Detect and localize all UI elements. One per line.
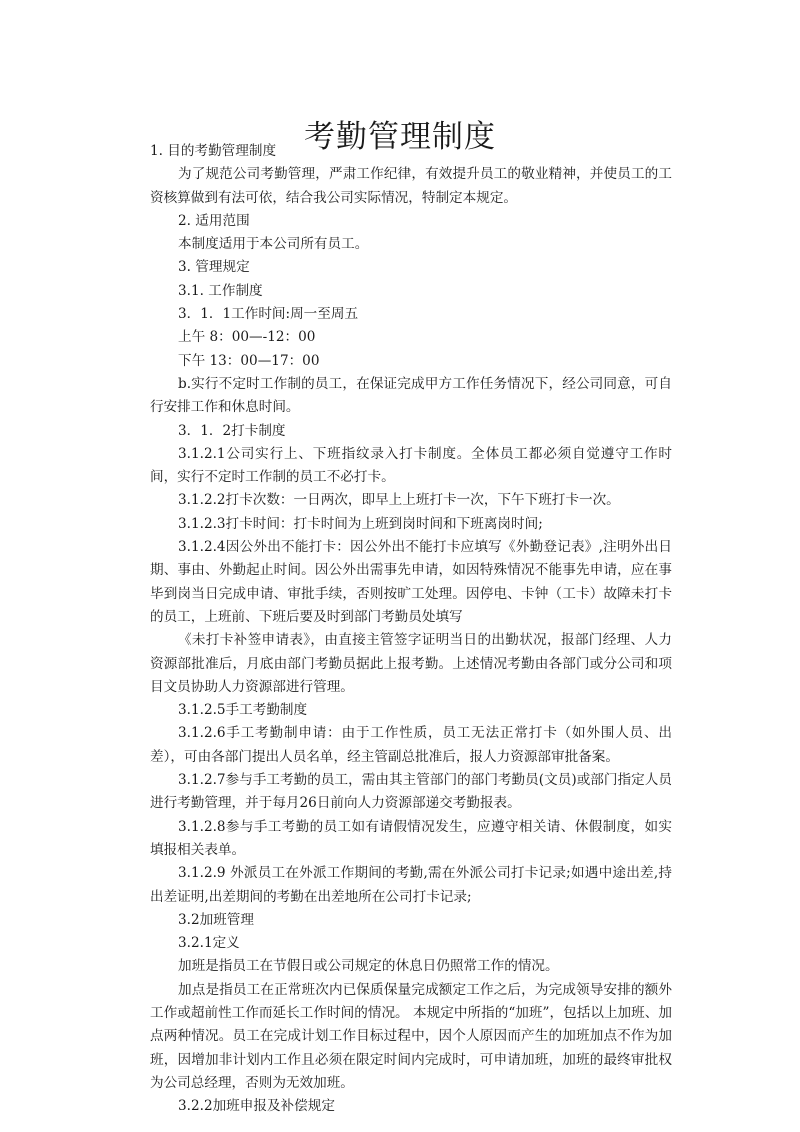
section-heading: 2. 适用范围 [178, 212, 250, 229]
document-body [150, 140, 672, 1118]
document-title: 考勤管理制度 [304, 118, 496, 155]
section-heading: 3.2加班管理 [178, 911, 254, 928]
paragraph: 3.1.2.8参与手工考勤的员工如有请假情况发生，应遵守相关请、休假制度，如实填报相关表单。 [150, 818, 672, 858]
paragraph: 3.1.2.7参与手工考勤的员工，需由其主管部门的部门考勤员(文员)或部门指定人员进行考勤管理，并于每月26日前向人力资源部递交考勤报表。 [150, 772, 672, 812]
paragraph: 为了规范公司考勤管理，严肃工作纪律，有效提升员工的敬业精神，并使员工的工资核算做到有法可依，结合我公司实际情况，特制定本规定。 [150, 166, 672, 206]
paragraph: 下午 13：00—17：00 [178, 352, 320, 369]
paragraph: b.实行不定时工作制的员工，在保证完成甲方工作任务情况下，经公司同意，可自行安排工作和休息时间。 [150, 375, 672, 416]
paragraph: 上午 8：00—-12：00 [178, 329, 316, 346]
section-heading: 3.1. 工作制度 [178, 282, 263, 299]
section-heading: 3. 管理规定 [178, 259, 250, 276]
section-heading: 1. 目的考勤管理制度 [150, 143, 277, 159]
section-heading: 3．1．2打卡制度 [178, 422, 286, 439]
paragraph: 加点是指员工在正常班次内已保质保量完成额定工作之后，为完成领导安排的额外工作或超前性工作而延长工作时间的情况。 本规定中所指的“加班”，包括以上加班、加点两种情况。员工在完成计划工作目标过程中，因个人原因而产生的加班加点不作为加班，因增加非计划内工作且必须在限定时间内完成时，可申请加班，加班的最终审批权为公司总经理，否则为无效加班。 [150, 981, 672, 1091]
paragraph: 3.1.2.9 外派员工在外派工作期间的考勤,需在外派公司打卡记录;如遇中途出差,持出差证明,出差期间的考勤在出差地所在公司打卡记录; [150, 865, 672, 905]
paragraph: 3.1.2.6手工考勤制申请：由于工作性质，员工无法正常打卡（如外围人员、出差），可由各部门提出人员名单，经主管副总批准后，报人力资源部审批备案。 [150, 725, 672, 765]
paragraph: 3.1.2.4因公外出不能打卡：因公外出不能打卡应填写《外勤登记表》,注明外出日期、事由、外勤起止时间。因公外出需事先申请，如因特殊情况不能事先申请，应在事毕到岗当日完成申请、审批手续，否则按旷工处理。因停电、卡钟（工卡）故障未打卡的员工，上班前、下班后要及时到部门考勤员处填写 [150, 539, 672, 625]
paragraph: 3.1.2.1公司实行上、下班指纹录入打卡制度。全体员工都必须自觉遵守工作时间，实行不定时工作制的员工不必打卡。 [150, 445, 672, 486]
paragraph: 《未打卡补签申请表》，由直接主管签字证明当日的出勤状况，报部门经理、人力资源部批准后，月底由部门考勤员据此上报考勤。上述情况考勤由各部门或分公司和项目文员协助人力资源部进行管理。 [150, 632, 672, 695]
paragraph: 本制度适用于本公司所有员工。 [178, 236, 369, 253]
section-heading: 3.1.2.5手工考勤制度 [178, 702, 308, 719]
paragraph: 加班是指员工在节假日或公司规定的休息日仍照常工作的情况。 [178, 958, 559, 975]
section-heading: 3.2.1定义 [178, 935, 240, 952]
paragraph: 3.1.2.2打卡次数：一日两次，即早上上班打卡一次，下午下班打卡一次。 [178, 492, 620, 509]
paragraph: 3.1.2.3打卡时间：打卡时间为上班到岗时间和下班离岗时间; [178, 515, 543, 532]
section-heading: 3.2.2加班申报及补偿规定 [178, 1098, 335, 1115]
paragraph: 3．1．1工作时间:周一至周五 [178, 306, 359, 323]
